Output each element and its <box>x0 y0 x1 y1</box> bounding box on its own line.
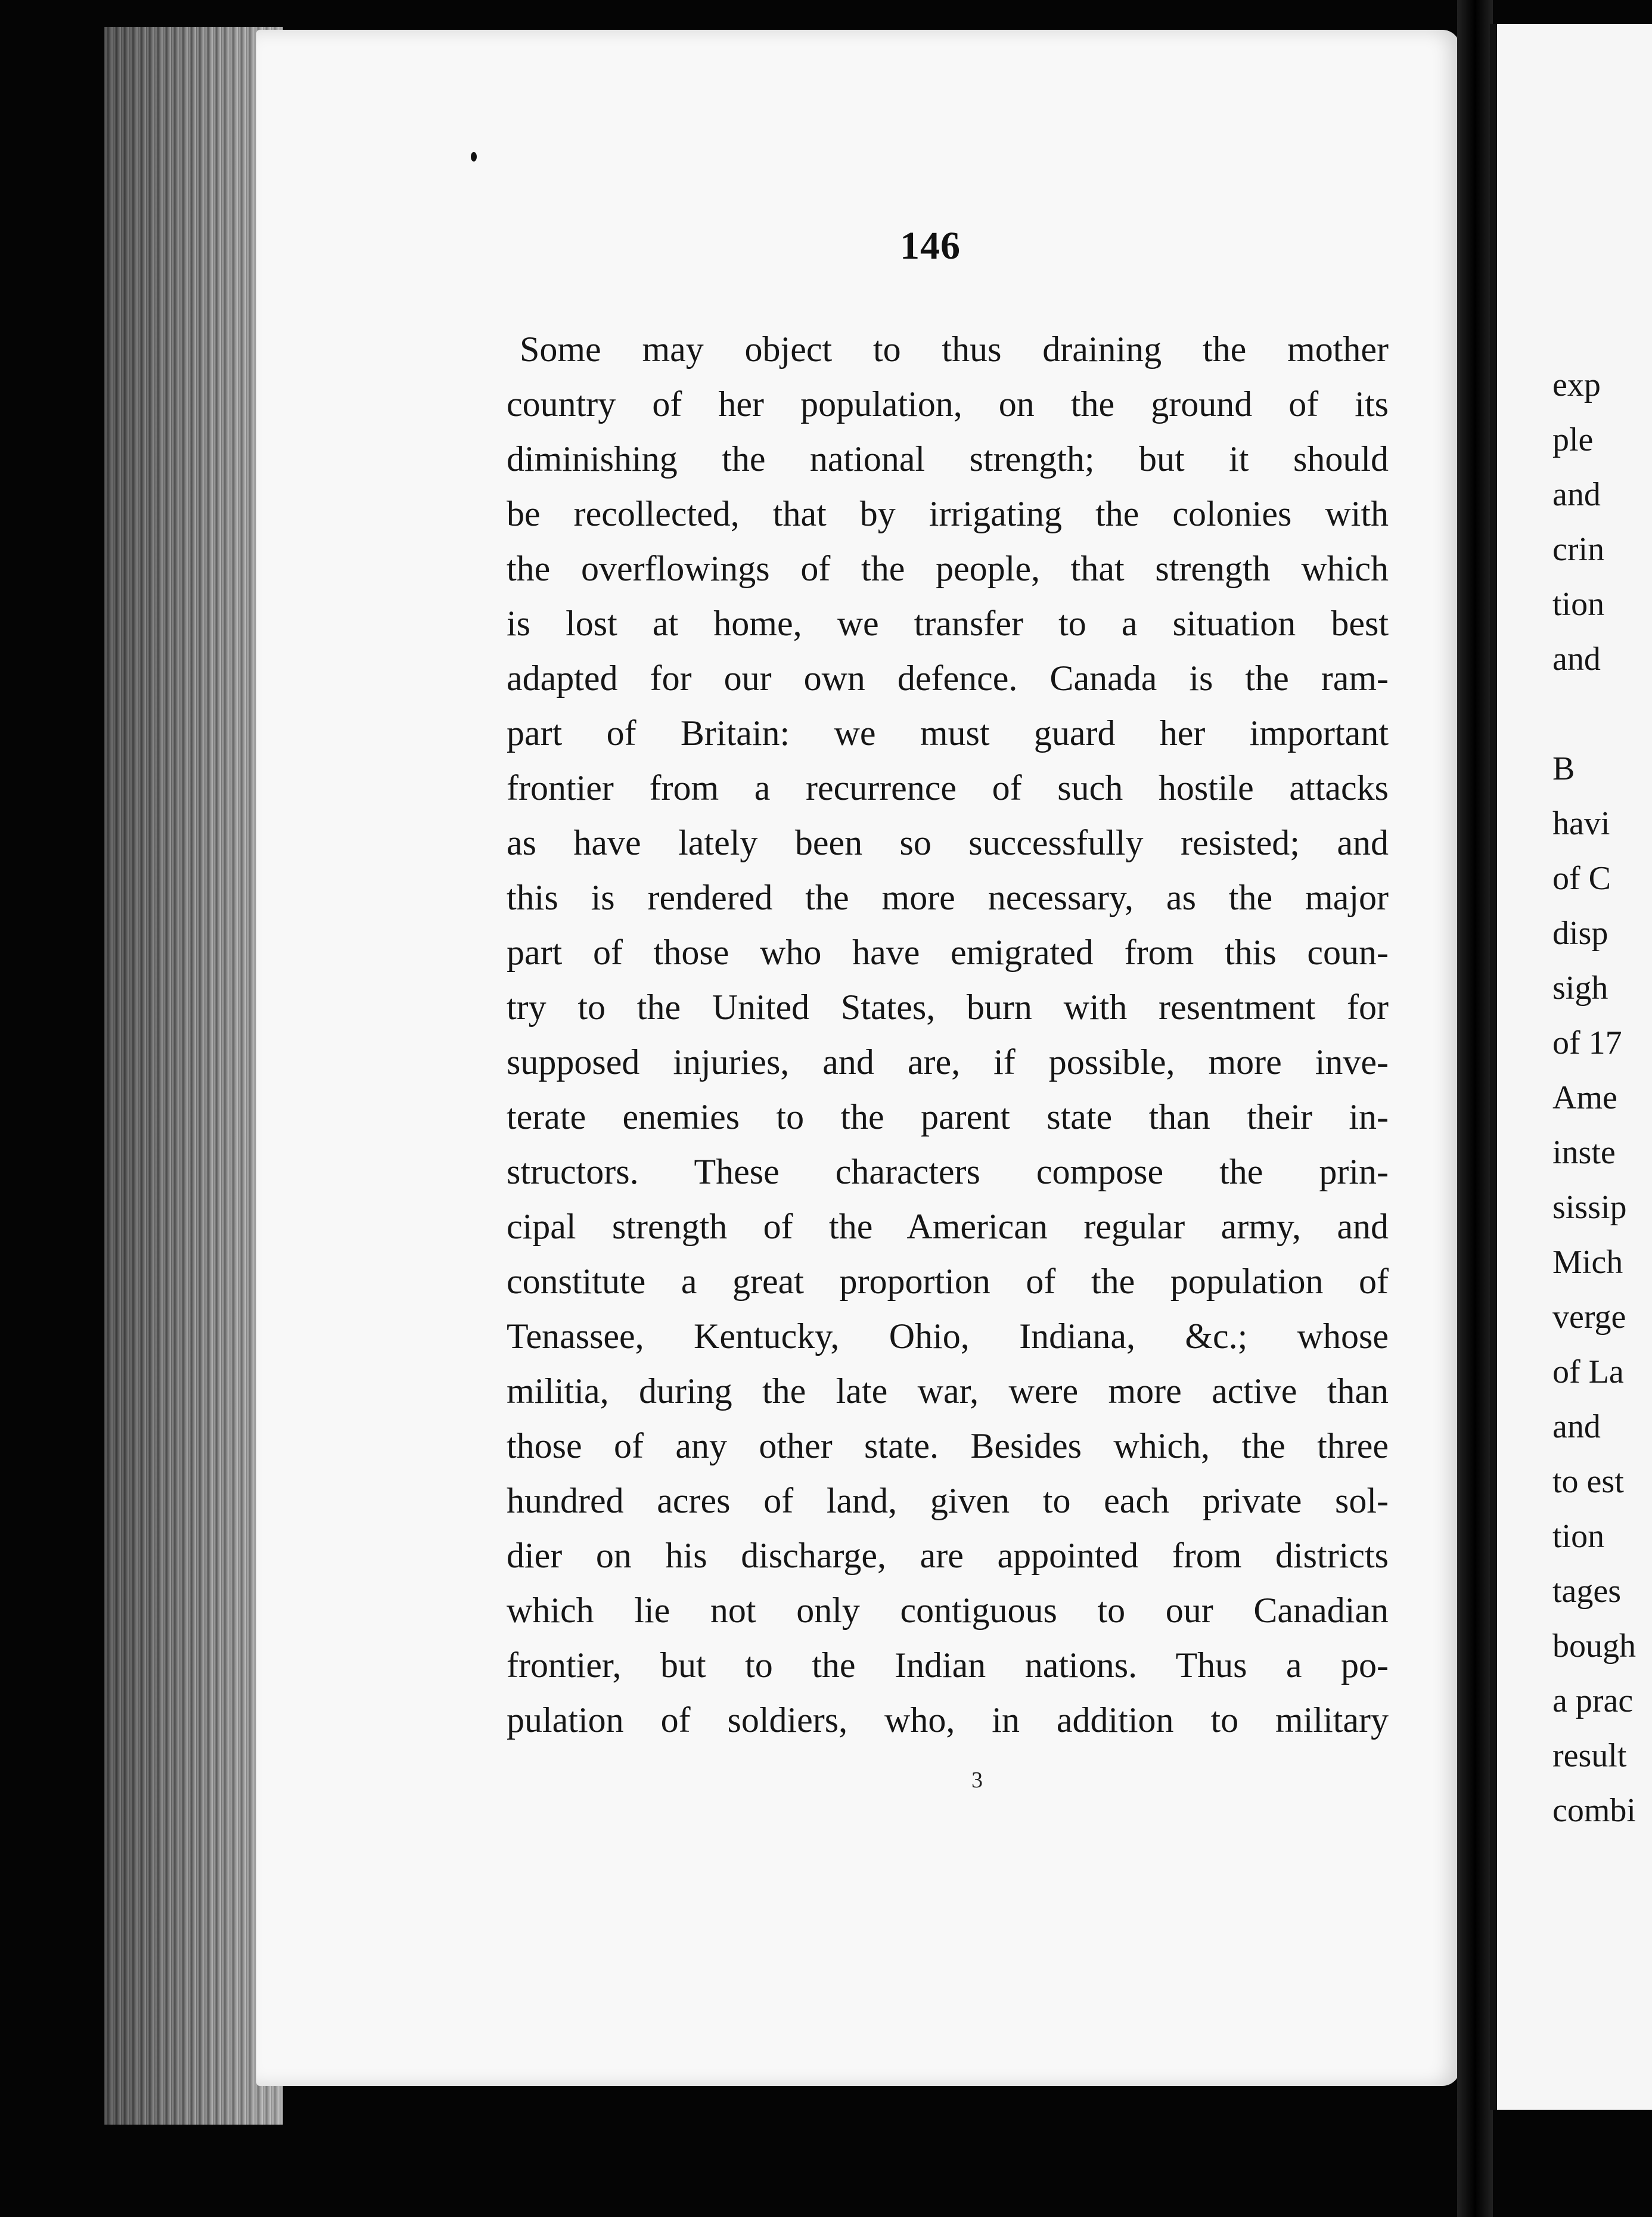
text-line: to est <box>1552 1463 1624 1500</box>
text-line: sissip <box>1552 1189 1627 1226</box>
text-line: as have lately been so successfully resisted; and <box>507 823 1389 862</box>
text-line: havi <box>1552 805 1610 842</box>
text-line: ple <box>1552 421 1594 458</box>
text-line: of C <box>1552 860 1611 897</box>
left-page-body-text <box>507 322 1389 1747</box>
text-line: which lie not only contiguous to our Canadian <box>507 1591 1389 1630</box>
text-line: tages <box>1552 1573 1622 1610</box>
text-line: and <box>1552 641 1601 678</box>
text-line: Ame <box>1552 1079 1617 1116</box>
text-line: crin <box>1552 531 1605 568</box>
ink-speck <box>471 152 477 162</box>
text-line: Mich <box>1552 1244 1623 1281</box>
text-line: adapted for our own defence. Canada is the ram- <box>507 659 1389 698</box>
text-line: verge <box>1552 1299 1626 1336</box>
text-line: be recollected, that by irrigating the colonies with <box>507 494 1389 533</box>
text-line: cipal strength of the American regular army, and <box>507 1207 1389 1246</box>
text-line: Tenassee, Kentucky, Ohio, Indiana, &c.; whose <box>507 1316 1389 1356</box>
text-line: dier on his discharge, are appointed from districts <box>507 1536 1389 1575</box>
text-line: sigh <box>1552 970 1608 1007</box>
text-line: of 17 <box>1552 1024 1622 1061</box>
text-line: part of Britain: we must guard her important <box>507 713 1389 753</box>
text-line: disp <box>1552 915 1608 952</box>
text-line: militia, during the late war, were more active than <box>507 1371 1389 1411</box>
text-line: country of her population, on the ground of its <box>507 384 1389 424</box>
text-line: part of those who have emigrated from this coun- <box>507 933 1389 972</box>
text-line: pulation of soldiers, who, in addition to military <box>507 1700 1389 1740</box>
text-line: and <box>1552 1408 1601 1445</box>
right-page-partial-text <box>1552 358 1652 1838</box>
text-line: and <box>1552 476 1601 513</box>
signature-mark: 3 <box>971 1768 983 1793</box>
text-line <box>1552 687 1652 741</box>
text-line: tion <box>1552 1518 1605 1555</box>
text-line: result <box>1552 1737 1627 1774</box>
text-line: supposed injuries, and are, if possible, more inve- <box>507 1042 1389 1082</box>
book-gutter <box>1457 0 1493 2217</box>
text-line: Some may object to thus draining the mother <box>520 330 1389 369</box>
text-line: combi <box>1552 1792 1636 1829</box>
page-number: 146 <box>900 224 961 268</box>
text-line: terate enemies to the parent state than their in- <box>507 1097 1389 1137</box>
text-line: exp <box>1552 367 1601 403</box>
text-line: bough <box>1552 1628 1636 1665</box>
text-line: those of any other state. Besides which, the three <box>507 1426 1389 1465</box>
text-line: is lost at home, we transfer to a situation best <box>507 604 1389 643</box>
text-line: frontier, but to the Indian nations. Thus a po- <box>507 1645 1389 1685</box>
text-line: a prac <box>1552 1682 1634 1719</box>
text-line: of La <box>1552 1353 1624 1390</box>
text-line: tion <box>1552 586 1605 623</box>
text-line: inste <box>1552 1134 1616 1171</box>
text-line: frontier from a recurrence of such hostile attacks <box>507 768 1389 808</box>
text-line: try to the United States, burn with resentment for <box>507 988 1389 1027</box>
text-line: the overflowings of the people, that strength which <box>507 549 1389 588</box>
text-line: diminishing the national strength; but it should <box>507 439 1389 479</box>
text-line: this is rendered the more necessary, as the major <box>507 878 1389 917</box>
text-line: structors. These characters compose the prin- <box>507 1152 1389 1191</box>
text-line: B <box>1552 750 1575 787</box>
text-line: hundred acres of land, given to each private sol- <box>507 1481 1389 1520</box>
text-line: constitute a great proportion of the population of <box>507 1262 1389 1301</box>
